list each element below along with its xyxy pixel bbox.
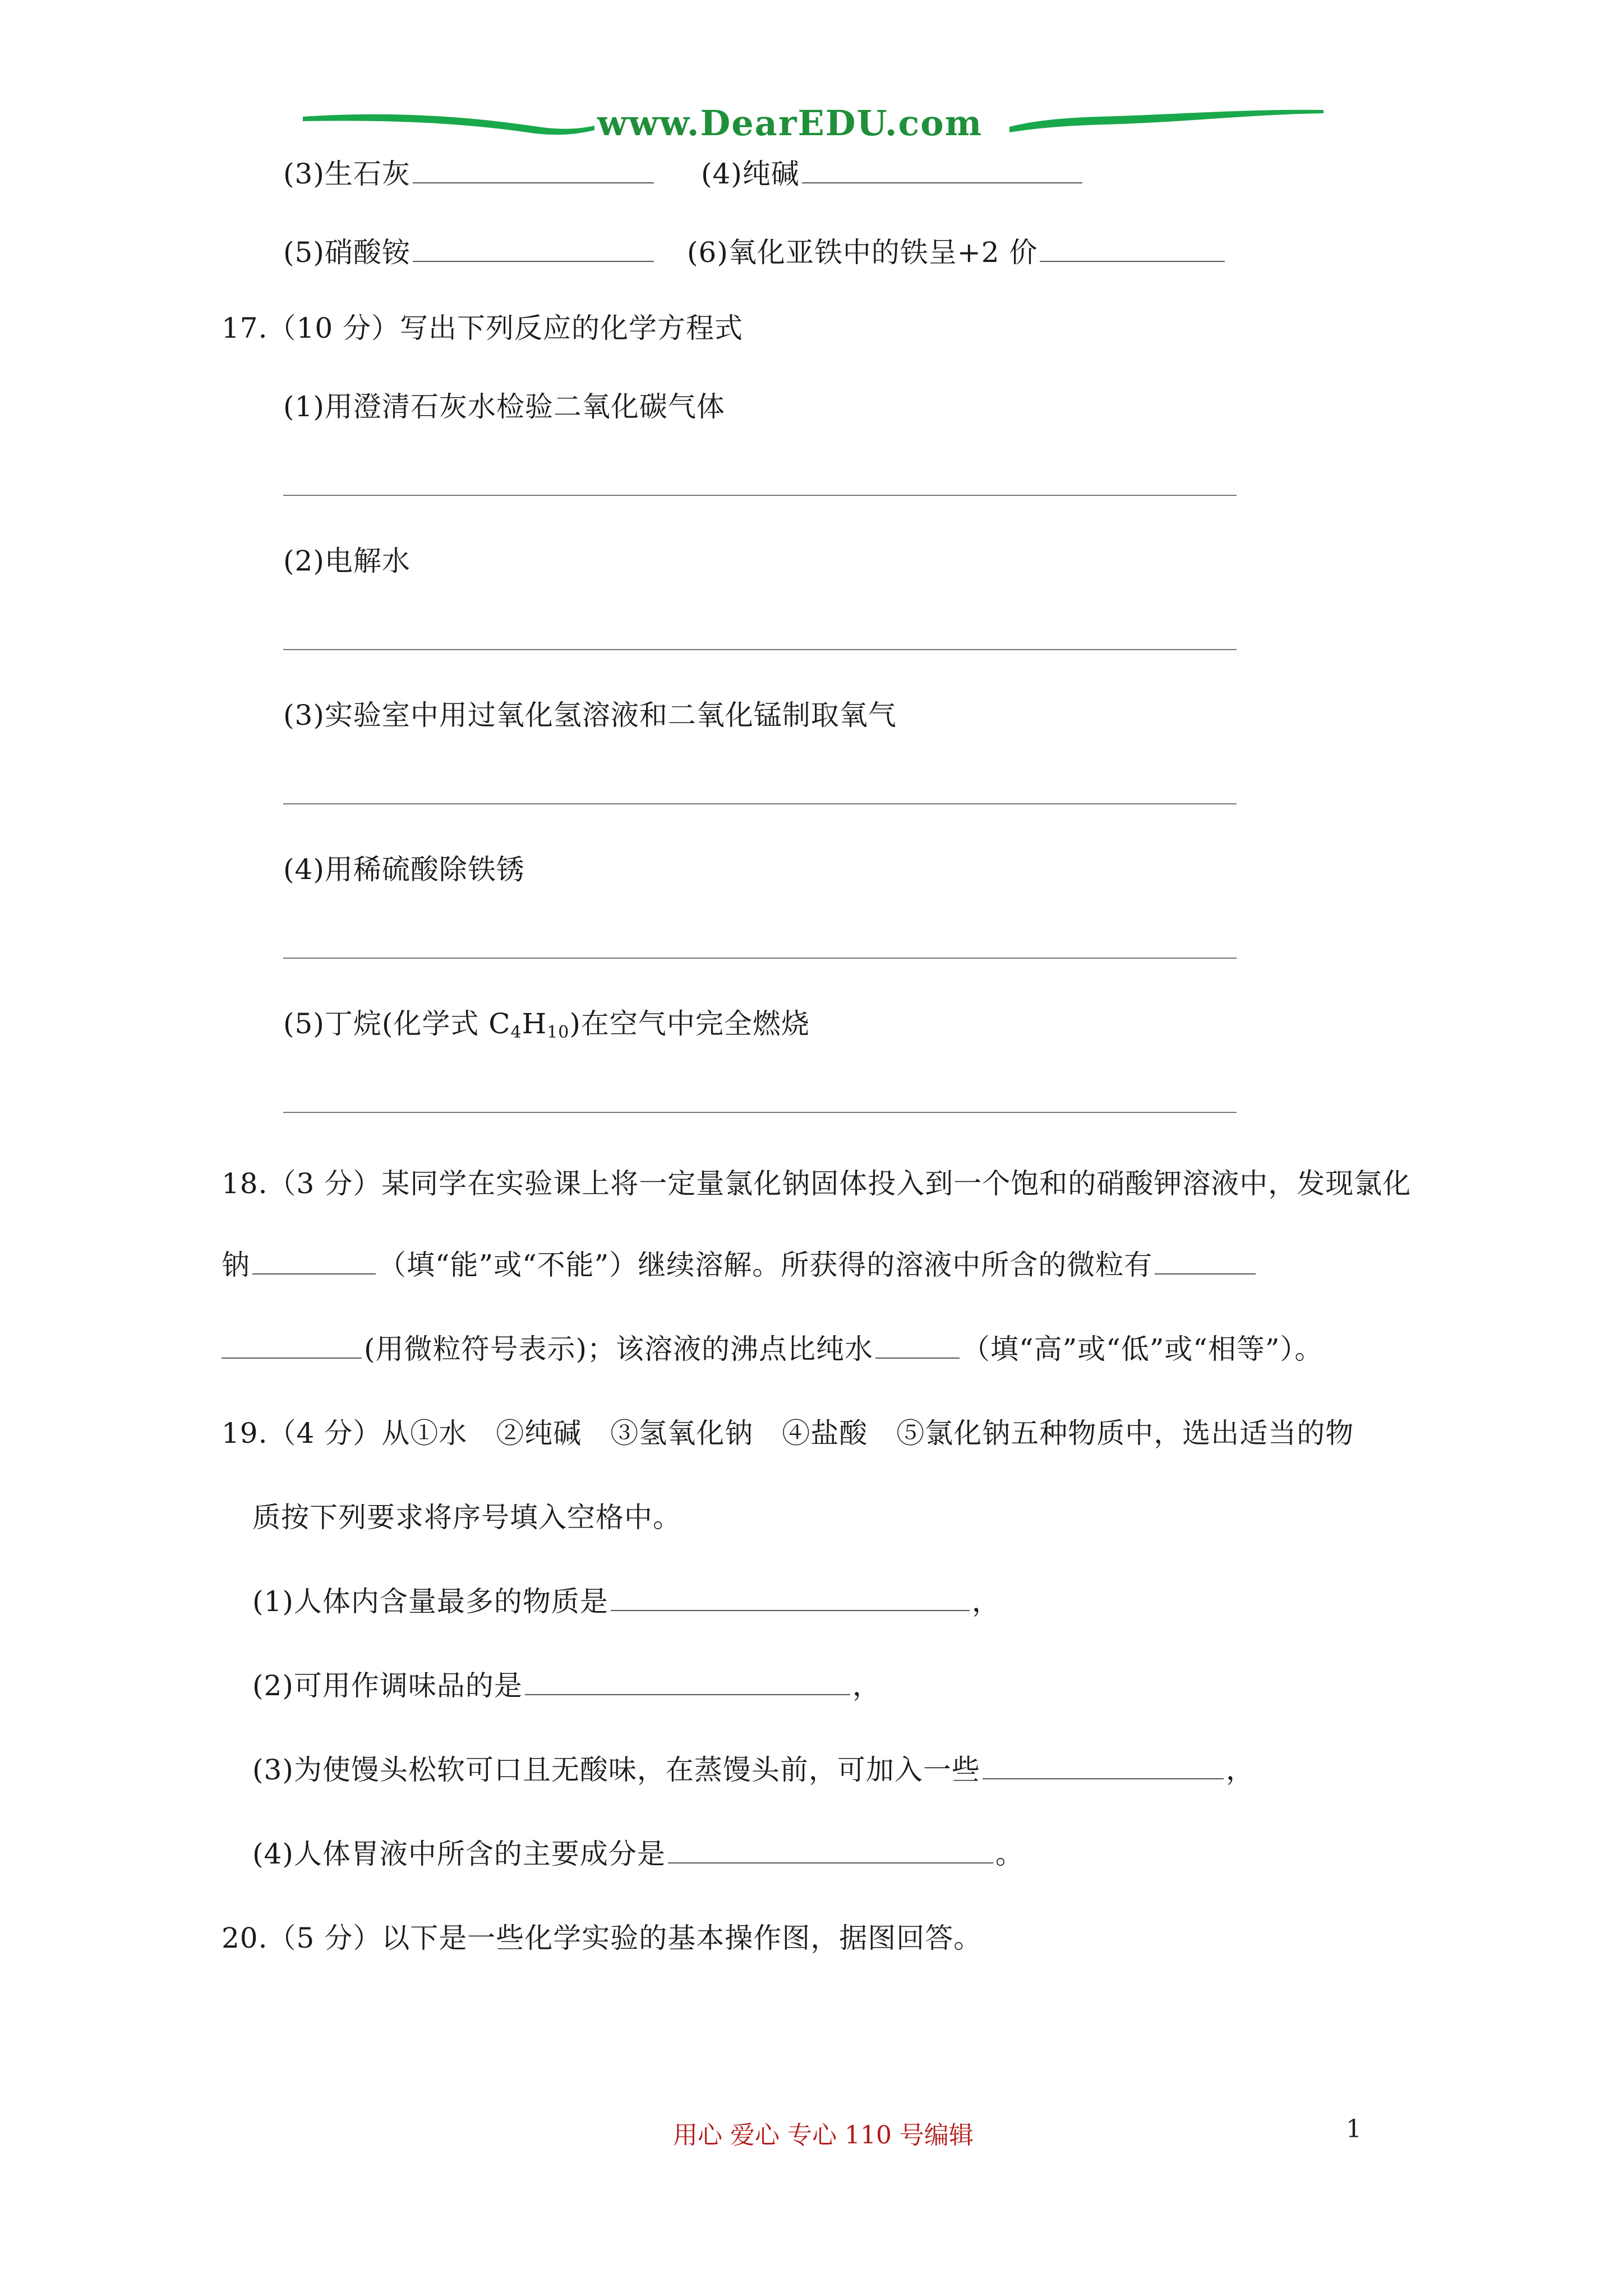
q19-item-3: (3)为使馒头松软可口且无酸味，在蒸馒头前，可加入一些 ， <box>252 1754 1255 1786</box>
answer-blank[interactable] <box>222 1333 362 1359</box>
q17-item-4: (4)用稀硫酸除铁锈 <box>283 853 525 886</box>
answer-blank[interactable] <box>1040 236 1225 262</box>
right-wave-decoration <box>1009 101 1324 146</box>
answer-line[interactable] <box>283 956 1237 959</box>
q19-line-1: 19.（4 分）从①水 ②纯碱 ③氢氧化钠 ④盐酸 ⑤氯化钠五种物质中，选出适当的物 <box>222 1417 1354 1450</box>
answer-blank[interactable] <box>611 1585 970 1611</box>
q18-line-3: (用微粒符号表示)；该溶液的沸点比纯水 （填“高”或“低”或“相等”）。 <box>222 1332 1323 1366</box>
q17-item-5: (5)丁烷(化学式 $C_4H_{10}$)在空气中完全燃烧 <box>283 1007 810 1042</box>
answer-blank[interactable] <box>525 1669 850 1695</box>
answer-blank[interactable] <box>668 1838 993 1864</box>
left-wave-decoration <box>303 101 594 146</box>
q17-item-1: (1)用澄清石灰水检验二氧化碳气体 <box>283 390 725 423</box>
answer-line[interactable] <box>283 802 1237 804</box>
q17-item-3: (3)实验室中用过氧化氢溶液和二氧化锰制取氧气 <box>283 699 897 731</box>
answer-line[interactable] <box>283 1111 1237 1113</box>
site-logo-text: www.DearEDU.com <box>597 103 983 144</box>
q16-item-4: (4)纯碱 <box>701 157 1085 191</box>
q19-line-2: 质按下列要求将序号填入空格中。 <box>252 1501 681 1534</box>
site-header-logo <box>303 101 1324 146</box>
q17-item-2: (2)电解水 <box>283 545 411 577</box>
q16-item-5: (5)硝酸铵 <box>283 236 656 269</box>
answer-line[interactable] <box>283 494 1237 496</box>
q17-title: 17.（10 分）写出下列反应的化学方程式 <box>222 312 744 344</box>
q18-line-1: 18.（3 分）某同学在实验课上将一定量氯化钠固体投入到一个饱和的硝酸钾溶液中，发现氯化 <box>222 1167 1412 1200</box>
answer-blank[interactable] <box>802 158 1082 183</box>
answer-blank[interactable] <box>413 236 654 262</box>
answer-blank[interactable] <box>252 1249 376 1274</box>
q16-item-3: (3)生石灰 <box>283 157 656 191</box>
answer-blank[interactable] <box>983 1754 1224 1779</box>
answer-blank[interactable] <box>875 1333 960 1359</box>
answer-blank[interactable] <box>413 158 654 183</box>
q16-item-6: (6)氧化亚铁中的铁呈+2 价 <box>687 236 1227 269</box>
q19-item-2: (2)可用作调味品的是 ， <box>252 1669 881 1702</box>
q19-item-4: (4)人体胃液中所含的主要成分是 。 <box>252 1838 1024 1870</box>
answer-line[interactable] <box>283 648 1237 650</box>
q18-line-2: 钠 （填“能”或“不能”）继续溶解。所获得的溶液中所含的微粒有 <box>222 1248 1258 1282</box>
page-number: 1 <box>1346 2115 1362 2143</box>
q20-title: 20.（5 分）以下是一些化学实验的基本操作图，据图回答。 <box>222 1922 983 1954</box>
q19-item-1: (1)人体内含量最多的物质是 ， <box>252 1585 1000 1618</box>
footer-text: 用心 爱心 专心 110 号编辑 <box>673 2121 974 2150</box>
answer-blank[interactable] <box>1155 1249 1256 1274</box>
